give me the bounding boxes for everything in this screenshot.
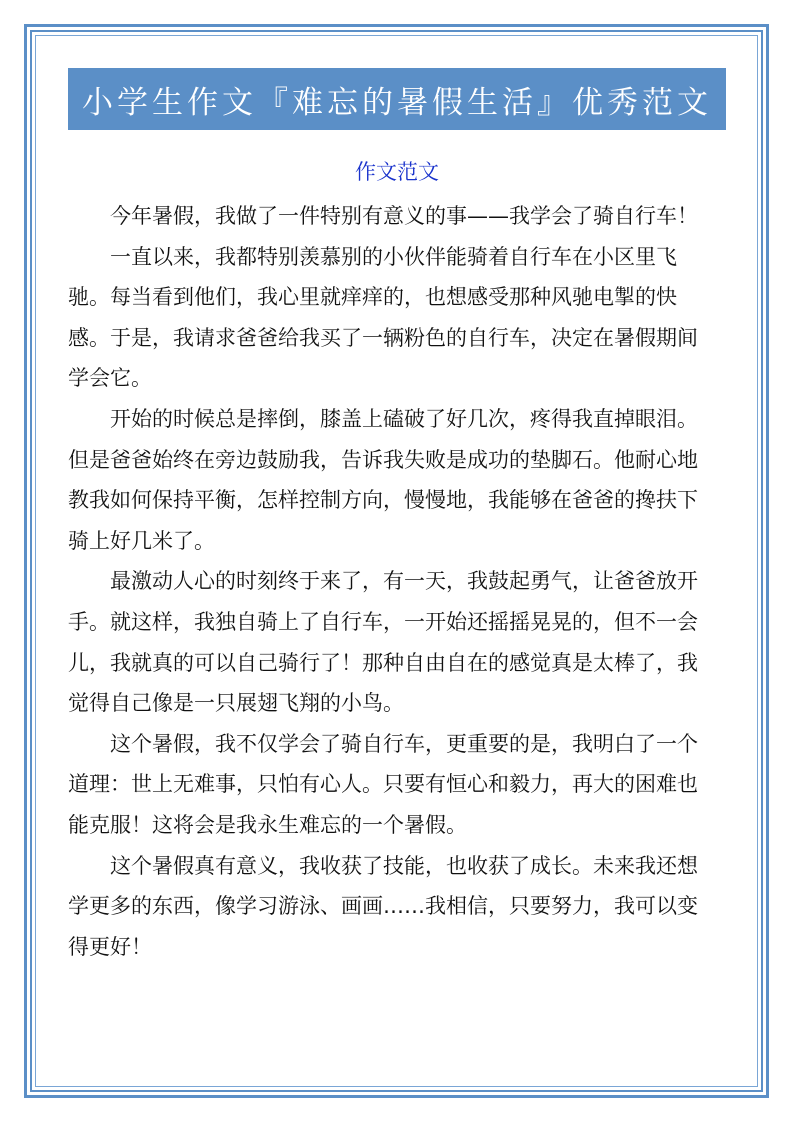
paragraph: 这个暑假真有意义，我收获了技能，也收获了成长。未来我还想学更多的东西，像学习游泳、画画……我相信，只要努力，我可以变得更好！ — [68, 853, 698, 959]
document-title: 小学生作文『难忘的暑假生活』优秀范文 — [82, 84, 712, 121]
paragraph: 最激动人心的时刻终于来了，有一天，我鼓起勇气，让爸爸放开手。就这样，我独自骑上了自行车，一开始还摇摇晃晃的，但不一会儿，我就真的可以自己骑行了！那种自由自在的感觉真是太棒了，我觉得自己像是一只展翅飞翔的小鸟。 — [68, 569, 698, 716]
title-banner — [68, 68, 726, 130]
paragraph: 开始的时候总是摔倒，膝盖上磕破了好几次，疼得我直掉眼泪。但是爸爸始终在旁边鼓励我，告诉我失败是成功的垫脚石。他耐心地教我如何保持平衡，怎样控制方向，慢慢地，我能够在爸爸的搀扶下骑上好几米了。 — [68, 406, 698, 553]
section-subtitle: 作文范文 — [355, 160, 439, 184]
paragraph: 这个暑假，我不仅学会了骑自行车，更重要的是，我明白了一个道理：世上无难事，只怕有心人。只要有恒心和毅力，再大的困难也能克服！这将会是我永生难忘的一个暑假。 — [68, 731, 698, 837]
essay-body — [68, 196, 718, 967]
paragraph: 一直以来，我都特别羡慕别的小伙伴能骑着自行车在小区里飞驰。每当看到他们，我心里就痒痒的，也想感受那种风驰电掣的快感。于是，我请求爸爸给我买了一辆粉色的自行车，决定在暑假期间学会它。 — [68, 244, 698, 391]
paragraph: 今年暑假，我做了一件特别有意义的事——我学会了骑自行车！ — [110, 204, 698, 228]
